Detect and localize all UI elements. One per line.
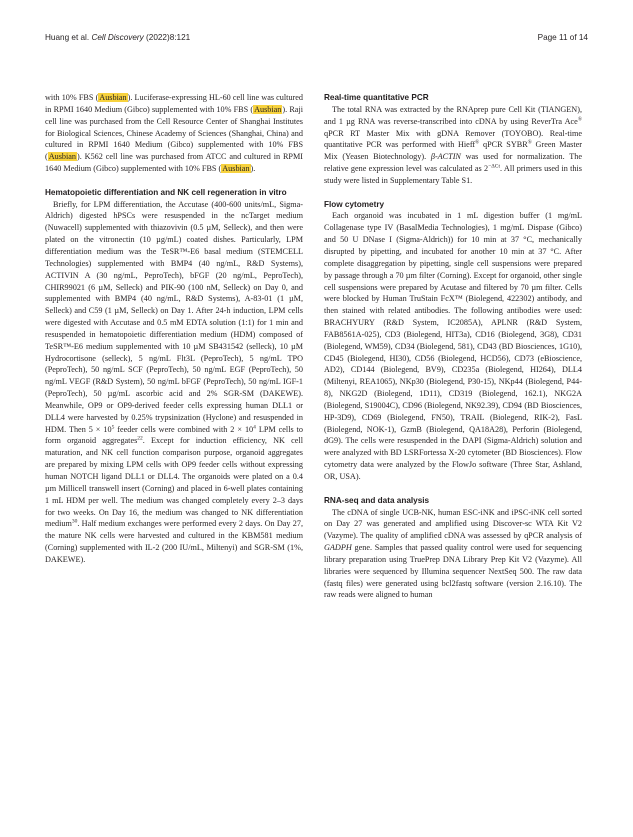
section-heading-flow-cytometry: Flow cytometry	[324, 199, 385, 209]
qpcr-paragraph	[324, 104, 582, 187]
text-run: with 10% FBS (	[45, 93, 99, 102]
text-run: was used for normalization. The relative gene expression level was calculated as 2	[324, 152, 582, 174]
text-run: ). Raji cell line was purchased from the Cell Resource Center of Shanghai Institutes for Biological Sciences, Chinese Academy of Sciences (Shanghai, China) and cultured in RPMI 1640 Medium (Gibco) supplemented with 10% FBS (	[45, 104, 303, 162]
section-heading-rnaseq: RNA-seq and data analysis	[324, 495, 430, 505]
text-run: . Half medium exchanges were performed every 2 days. On Day 27, the mature NK cells were harvested and cultured in the KBM581 medium (Corning) supplemented with IL-2 (200 IU/mL, Miltenyi) and SGR-SM (1%, DAKEWE).	[45, 519, 303, 564]
text-run: gene. Samples that passed quality control were used for sequencing library preparation using TruePrep DNA Library Prep Kit V2 (Vazyme). All libraries were sequenced by Illumina sequencer NextSeq 500. The raw data (fastq files) were generated using bcl2fastq software (version 2.16.10). The raw reads were aligned to human	[324, 543, 582, 600]
italic-text: β-ACTIN	[430, 152, 461, 162]
superscript: 5	[111, 423, 115, 430]
highlighted-text: Ausbian	[254, 104, 282, 114]
text-run: qPCR RT Master Mix with gDNA Remover (TOYOBO). Real-time quantitative PCR was performed with Hieff	[324, 128, 582, 150]
citation-header	[45, 33, 190, 42]
text-run: ). Luciferase-expressing HL-60 cell line was cultured in RPMI 1640 Medium (Gibco) supplemented with 10% FBS (	[45, 93, 304, 114]
journal-name: Cell Discovery	[91, 33, 144, 42]
superscript: 30	[71, 518, 78, 525]
text-run: qPCR SYBR	[479, 140, 528, 150]
right-column	[324, 92, 582, 601]
text-run: Green Master Mix (Yeasen Biotechnology).	[324, 140, 582, 162]
highlighted-text: Ausbian	[99, 93, 127, 102]
text-run: . All primers used in this study were listed in Supplementary Table S1.	[324, 164, 582, 185]
authors: Huang et al.	[45, 33, 92, 42]
section-heading-hematopoietic: Hematopoietic differentiation and NK cell regeneration in vitro	[45, 187, 287, 197]
text-run: feeder cells were combined with 2 × 10	[114, 424, 254, 434]
rnaseq-paragraph	[324, 507, 582, 602]
hematopoietic-paragraph	[45, 199, 303, 566]
section-heading-qpcr: Real-time quantitative PCR	[324, 93, 429, 102]
highlighted-text: Ausbian	[48, 152, 77, 162]
text-run: The total RNA was extracted by the RNAprep pure Cell Kit (TIANGEN), and 1 µg RNA was reverse-transcribed into cDNA by using ReverTra Ace	[324, 104, 582, 126]
cell-line-paragraph	[45, 92, 303, 175]
highlighted-text: Ausbian	[222, 164, 250, 174]
superscript: 22	[137, 435, 143, 442]
superscript: ®	[577, 115, 582, 122]
flow-cytometry-paragraph	[324, 210, 582, 482]
text-run: . Except for induction efficiency, NK cell maturation, and NK cell function comparison purpose, organoid aggregates are prepared by mixing LPM cells with OP9 feeder cells without expressing human NOTCH ligand DLL1 or DLL4. The organoids were plated on a 0.4 µm Millicell transwell insert (Corning) and placed in 6-well plates containing 1 mL HDM per well. The medium was changed completely every 2–3 days for two weeks. On Day 16, the medium was changed to NK differentiation medium	[45, 436, 303, 529]
italic-text: GADPH	[324, 543, 352, 553]
superscript: −ΔCt	[488, 163, 500, 170]
text-run: LPM cells to form organoid aggregates	[45, 424, 303, 446]
page-number: Page 11 of 14	[537, 33, 588, 42]
left-column	[45, 92, 303, 566]
volume-info: (2022)8:121	[143, 33, 191, 42]
text-run: The cDNA of single UCB-NK, human ESC-iNK and iPSC-iNK cell sorted on Day 27 was generated and amplified using Discover-sc WTA Kit V2 (Vazyme). The quality of amplified cDNA was assessed by qPCR analysis of	[324, 507, 582, 541]
superscript: 4	[253, 423, 256, 430]
superscript: ®	[527, 139, 532, 146]
superscript: ®	[475, 139, 480, 146]
text-run: Briefly, for LPM differentiation, the Accutase (400-600 units/mL, Sigma-Aldrich) digested hPSCs were resuspended in the ncTarget medium (Nuwacell) supplemented with thiazovivin (0.5 µM, Selleck), and then were plated on the vitronectin (10 µg/mL) coated dishes. Particularly, LPM differentiation medium was the TeSR™-E6 basal medium (STEMCELL Technologies) supplemented with BMP4 (40 ng/mL, R&D Systems), ACTIVIN A (30 ng/mL, PeproTech), bFGF (20 ng/mL, PeproTech), CHIR99021 (6 µM, Selleck) and PIK-90 (100 nM, Selleck) on Day 0, and supplemented with BMP4 (40 ng/mL, R&D Systems), A-83-01 (1 µM, Selleck) and C59 (1 µM, Selleck) on Day 1. After 24-h induction, LPM cells were digested with Accutase and 0.5 mM EDTA solution (1:1) for 1 min and resuspended in hematopoietic differentiation medium (HDM) composed of TeSR™-E6 medium supplemented with 10 µM SB431542 (selleck), 10 µM Hydrocortisone (selleck), 5 ng/mL Flt3L (PeproTech), 5 ng/mL TPO (PeproTech), 50 ng/mL SCF (PeproTech), 50 ng/mL EGF (PeproTech), 50 ng/mL VEGF (R&D System), 50 ng/mL bFGF (PeproTech), 50 ng/mL IGF-1 (PeproTech), 50 µg/mL ascorbic acid and 2% SGR-SM (DAKEWE). Meanwhile, OP9 or OP9-derived feeder cells expressing human DLL1 or DLL4 were harvested by 0.25% trypsinization (Hyclone) and resuspended in HDM. Then 5 × 10	[45, 199, 303, 434]
text-run: ).	[250, 164, 256, 174]
text-run: Each organoid was incubated in 1 mL digestion buffer (1 mg/mL Collagenase type IV (BasalMedia Technologies), 1 mg/mL Dispase (Gibco) and 50 U DNase I (Sigma-Aldrich)) for 10 min at 37 °C, mechanically disrupted by pipetting, and incubated for another 10 min at 37 °C. After complete disaggregation by pipetting, single cell suspensions were prepared by passage through a 70 µm filter (Corning). Except for organoid, other single cell suspensions were prepared by Acutase and filtered by 70 µm filter. Cells were blocked by Human TruStain FcX™ (Biolegend, 422302) antibody, and then stained with related antibodies. The following antibodies were used: BRACHYURY (R&D System, IC2085A), APLNR (R&D System, FAB8561A-025), CD3 (Biolegend, HIT3a), CD16 (Biolegend, 3G8), CD31 (Biolegend, WM59), CD34 (Biolegend, 581), CD43 (BD Biosciences, 1G10), CD45 (Biolegend, HI30), CD56 (Biolegend, HCD56), CD73 (eBioscience, AD2), CD144 (Biolegend, BV9), CD235a (Biolegend, HI264), DLL4 (Miltenyi, REA1065), NKp30 (Biolegend, P30-15), NKp44 (Biolegend, P44-8), NKG2D (Biolegend, 1D11), CD319 (Biolegend, 162.1), NKG2A (Biolegend, S19004C), CD96 (Biolegend, NK92.39), CD94 (BD Biosciences, HP-3D9), CD69 (Biolegend, FN50), TRAIL (Biolegend, RIK-2), FasL (Biolegend, NOK-1), GzmB (Biolegend, QA18A28), Perforin (Biolegend, dG9). The cells were resuspended in the DAPI (Sigma-Aldrich) solution and were analyzed with BD LSRFortessa X-20 cytometer (BD Biosciences). Flow cytometry data were analyzed by the FlowJo software (Three Star, Ashland, OR, USA).	[324, 211, 582, 481]
running-header	[45, 33, 588, 47]
text-run: ). K562 cell line was purchased from ATCC and cultured in RPMI 1640 Medium (Gibco) supplemented with 10% FBS (	[45, 152, 303, 174]
